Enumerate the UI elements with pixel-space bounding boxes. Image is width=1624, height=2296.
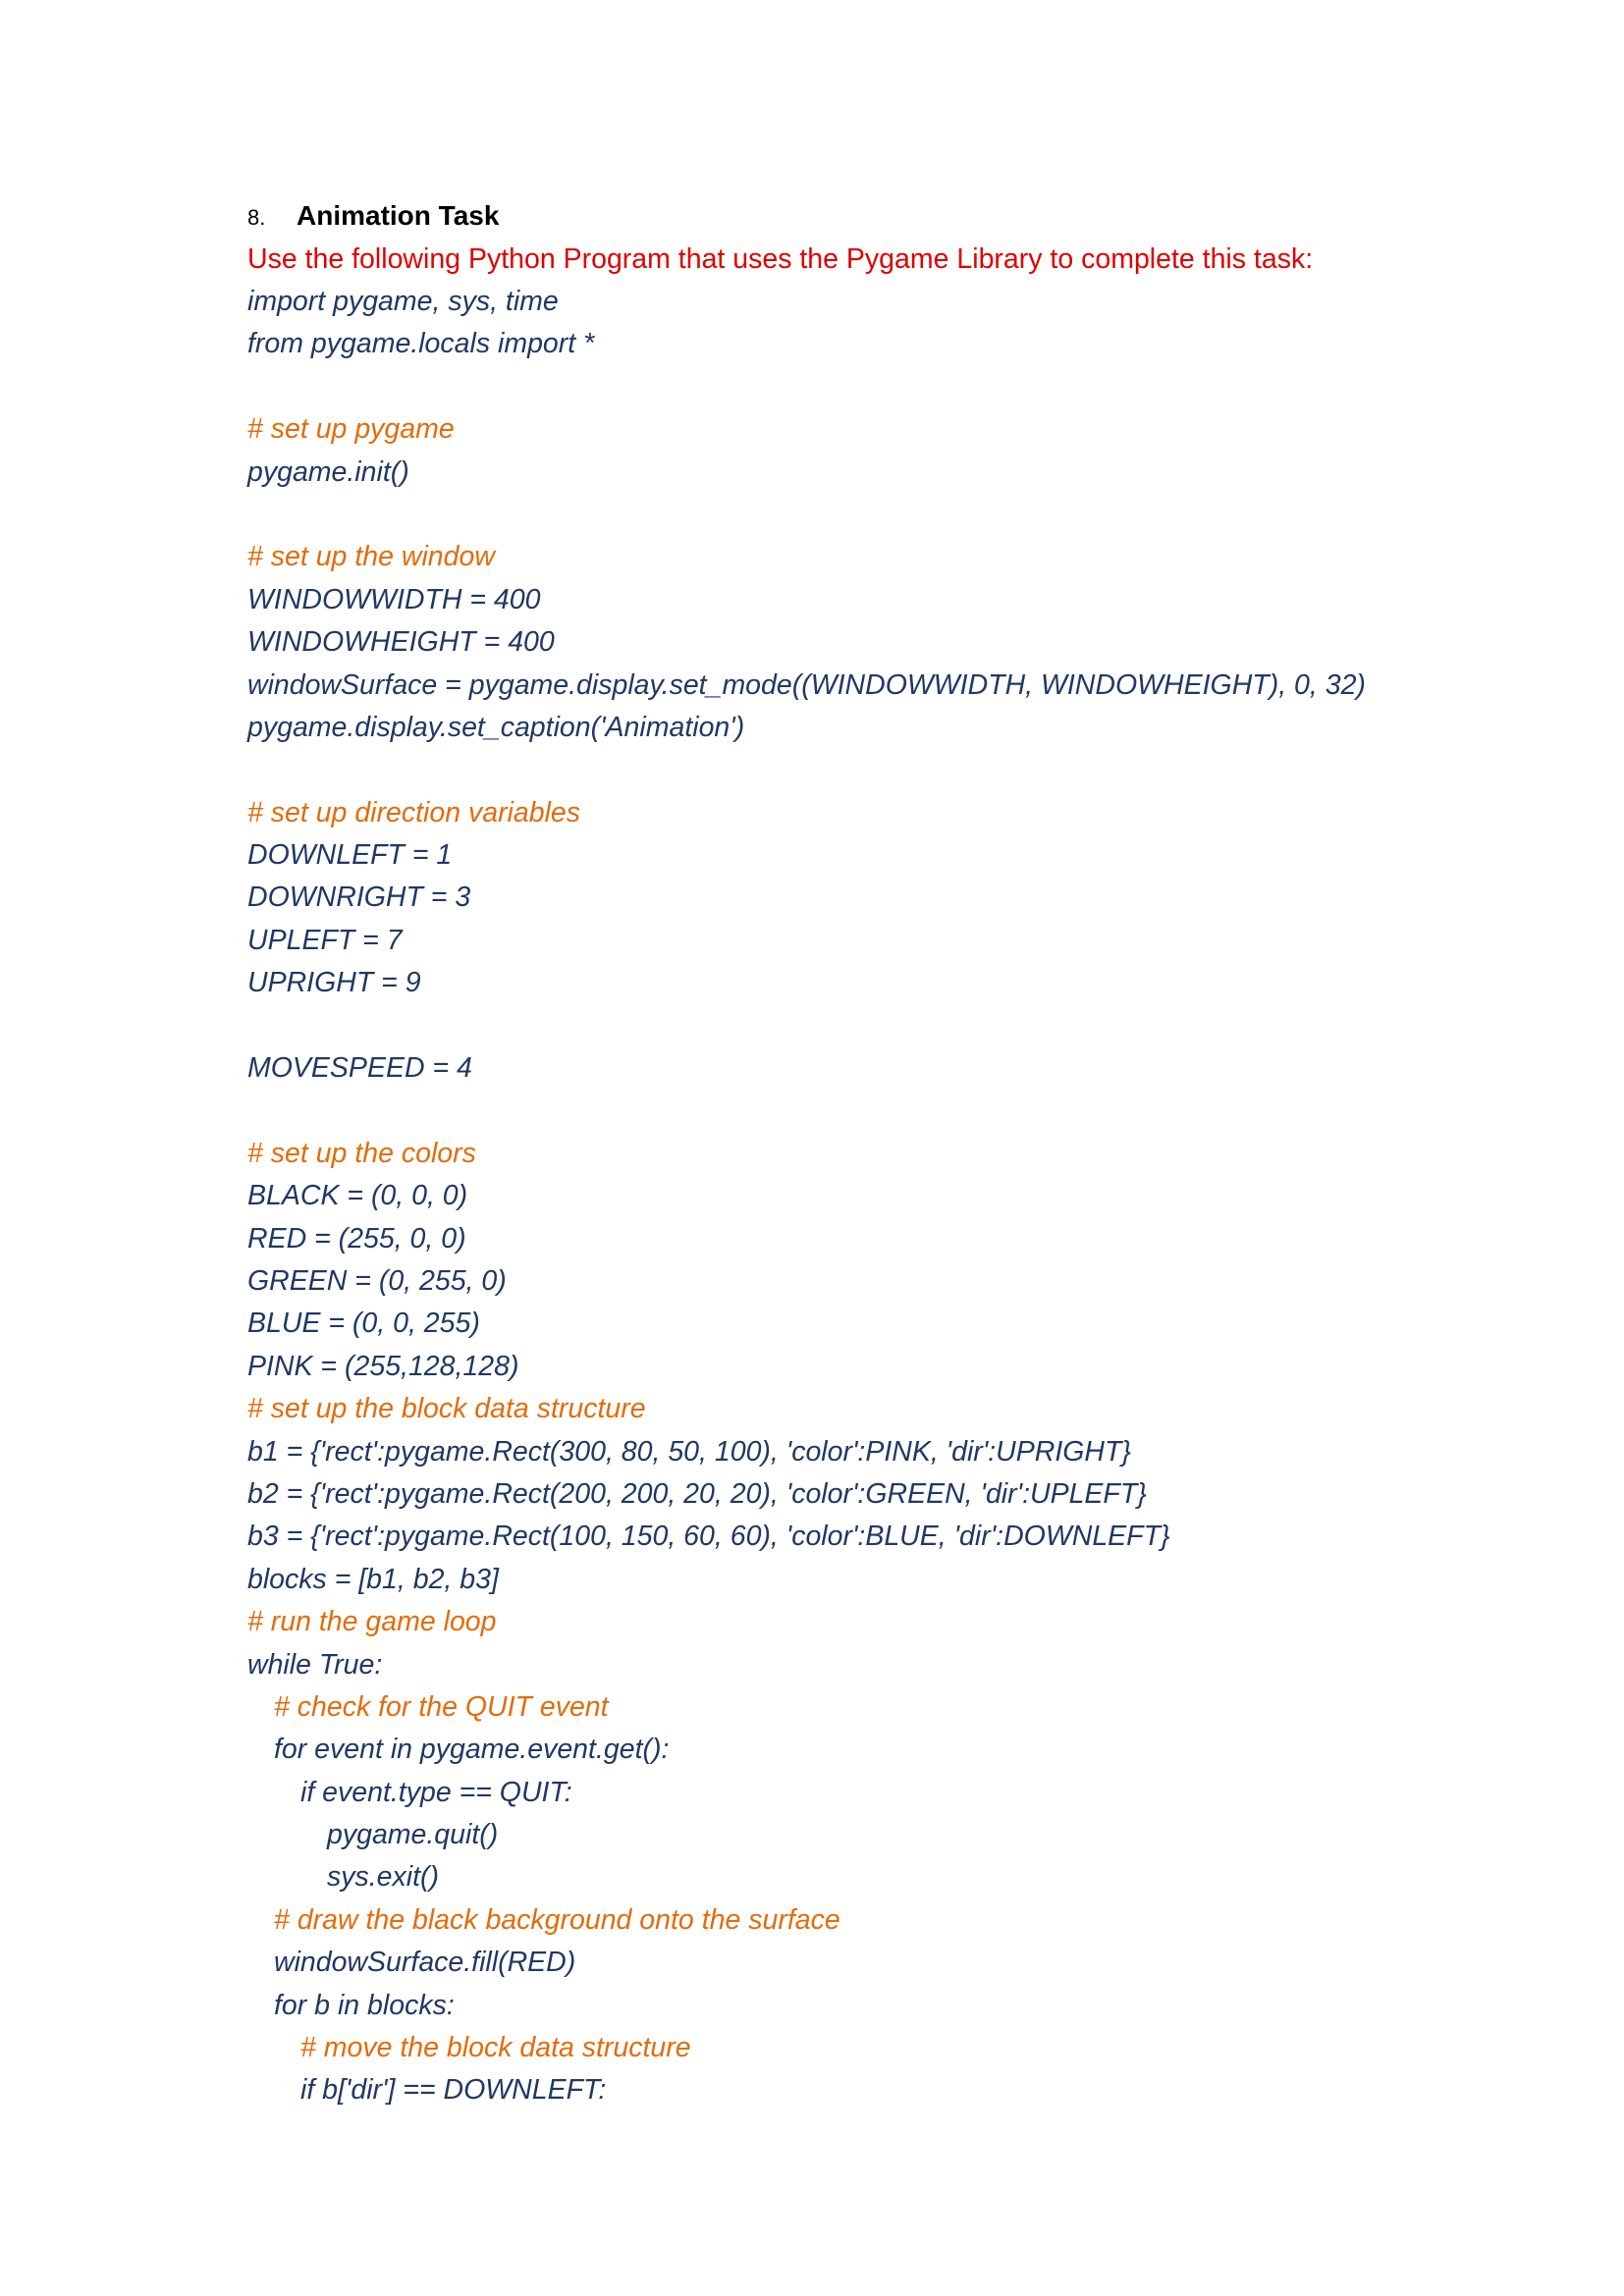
code-line: from pygame.locals import * bbox=[247, 328, 595, 360]
code-line: pygame.display.set_caption('Animation') bbox=[247, 711, 745, 743]
task-number: 8. bbox=[247, 205, 266, 230]
task-instruction: Use the following Python Program that uses the Pygame Library to complete this task: bbox=[247, 243, 1314, 275]
code-line: b2 = {'rect':pygame.Rect(200, 200, 20, 20), 'color':GREEN, 'dir':UPLEFT} bbox=[247, 1477, 1147, 1510]
code-line: b3 = {'rect':pygame.Rect(100, 150, 60, 60), 'color':BLUE, 'dir':DOWNLEFT} bbox=[247, 1521, 1170, 1553]
code-comment-line: # set up pygame bbox=[247, 413, 455, 446]
code-line: UPRIGHT = 9 bbox=[247, 967, 421, 999]
blank-line bbox=[247, 494, 1475, 536]
code-line: PINK = (255,128,128) bbox=[247, 1350, 519, 1382]
blank-line bbox=[247, 366, 1475, 408]
code-comment-line: # draw the black background onto the surface bbox=[274, 1903, 840, 1936]
code-line: WINDOWHEIGHT = 400 bbox=[247, 626, 555, 659]
code-line: BLACK = (0, 0, 0) bbox=[247, 1180, 468, 1212]
code-comment-line: # check for the QUIT event bbox=[274, 1690, 609, 1723]
code-line: DOWNRIGHT = 3 bbox=[247, 881, 471, 914]
code-line: blocks = [b1, b2, b3] bbox=[247, 1563, 499, 1595]
code-line: WINDOWWIDTH = 400 bbox=[247, 583, 541, 615]
code-line: MOVESPEED = 4 bbox=[247, 1052, 472, 1085]
code-line: for b in blocks: bbox=[274, 1989, 455, 2021]
code-comment-line: # set up the colors bbox=[247, 1137, 476, 1169]
code-line: GREEN = (0, 255, 0) bbox=[247, 1264, 507, 1297]
page-content bbox=[247, 194, 1475, 2112]
code-line: windowSurface.fill(RED) bbox=[274, 1947, 576, 1979]
code-listing bbox=[247, 281, 1475, 2112]
blank-line bbox=[247, 1090, 1475, 1132]
task-heading bbox=[247, 194, 1475, 238]
code-comment-line: # run the game loop bbox=[247, 1606, 497, 1638]
code-line: DOWNLEFT = 1 bbox=[247, 839, 453, 872]
code-line: sys.exit() bbox=[327, 1861, 439, 1894]
task-title: Animation Task bbox=[297, 200, 500, 231]
blank-line bbox=[247, 749, 1475, 791]
code-line: windowSurface = pygame.display.set_mode((WINDOWWIDTH, WINDOWHEIGHT), 0, 32) bbox=[247, 668, 1366, 701]
code-line: while True: bbox=[247, 1648, 383, 1681]
code-line: if b['dir'] == DOWNLEFT: bbox=[300, 2074, 607, 2107]
code-line: pygame.quit() bbox=[327, 1819, 499, 1851]
code-line: pygame.init() bbox=[247, 455, 409, 488]
blank-line bbox=[247, 1005, 1475, 1047]
code-line: UPLEFT = 7 bbox=[247, 924, 403, 956]
code-line: BLUE = (0, 0, 255) bbox=[247, 1308, 480, 1340]
code-comment-line: # set up direction variables bbox=[247, 796, 581, 828]
code-line: RED = (255, 0, 0) bbox=[247, 1222, 466, 1255]
code-comment-line: # set up the window bbox=[247, 541, 495, 573]
code-line: b1 = {'rect':pygame.Rect(300, 80, 50, 100), 'color':PINK, 'dir':UPRIGHT} bbox=[247, 1435, 1131, 1468]
code-comment-line: # set up the block data structure bbox=[247, 1393, 646, 1425]
code-line: import pygame, sys, time bbox=[247, 286, 559, 317]
code-line: for event in pygame.event.get(): bbox=[274, 1734, 670, 1766]
code-comment-line: # move the block data structure bbox=[300, 2032, 691, 2064]
code-line: if event.type == QUIT: bbox=[300, 1776, 572, 1808]
